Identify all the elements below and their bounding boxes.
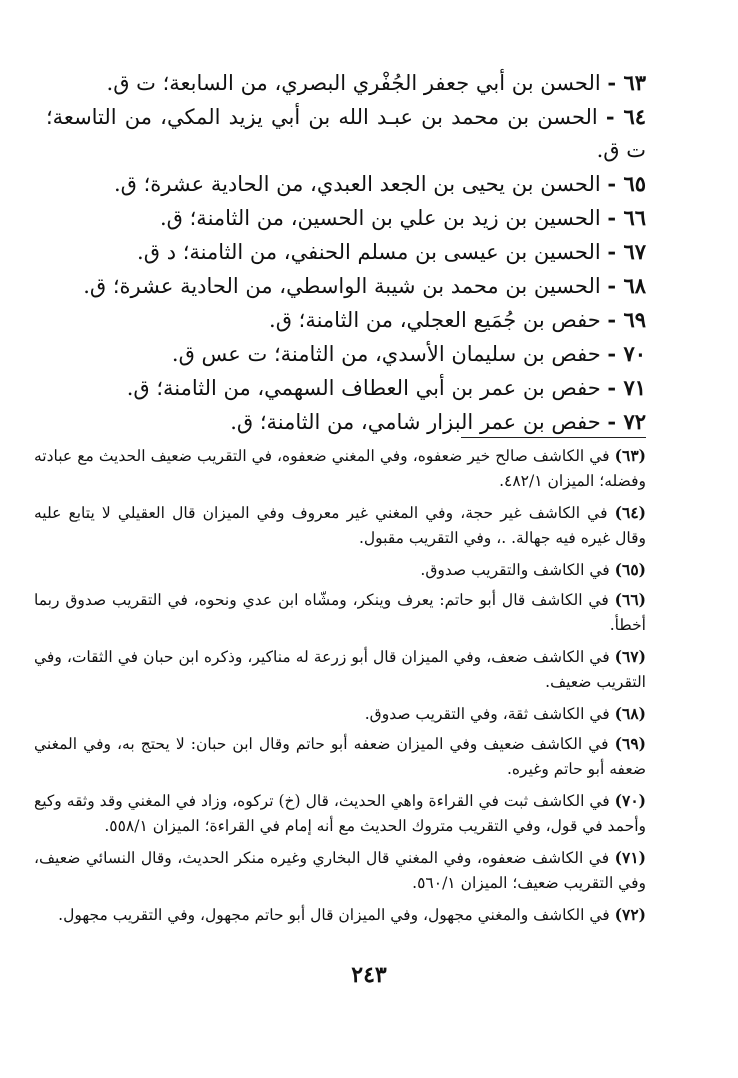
footnote-64	[34, 500, 646, 551]
footnote-text: في الكاشف والتقريب صدوق.	[420, 561, 610, 579]
entry-67	[46, 235, 646, 269]
entry-text: الحسن بن يحيى بن الجعد العبدي، من الحادية عشرة؛ ق.	[113, 172, 601, 196]
footnote-text: في الكاشف ضعيف وفي الميزان ضعفه أبو حاتم وقال ابن حبان: لا يحتج به، وفي المغني ضعفه أبو حاتم وغيره.	[34, 735, 646, 778]
footnote-69	[34, 731, 646, 782]
footnote-ref: (٧٢)	[614, 905, 646, 924]
entry-number: ٧١ -	[607, 375, 646, 400]
entry-number: ٦٥ -	[607, 171, 646, 196]
footnote-text: في الكاشف ثبت في القراءة واهي الحديث، قال (خ) تركوه، وزاد في المغني وقد وثقه وكيع وأحمد في قول، وفي التقريب متروك الحديث مع أنه إمام في القراءة؛ الميزان ٥٥٨/١.	[34, 792, 646, 835]
entry-68	[46, 269, 646, 303]
entry-number: ٧٢ -	[607, 409, 646, 434]
entry-number: ٧٠ -	[607, 341, 646, 366]
footnote-text: في الكاشف قال أبو حاتم: يعرف وينكر، ومشّاه ابن عدي ونحوه، في التقريب صدوق ربما أخطأ.	[34, 591, 646, 634]
footnote-text: في الكاشف ثقة، وفي التقريب صدوق.	[364, 705, 610, 723]
footnote-text: في الكاشف ضعف، وفي الميزان قال أبو زرعة له مناكير، وذكره ابن حبان في الثقات، وفي التقريب ضعيف.	[34, 648, 646, 691]
footnote-68	[34, 701, 646, 727]
footnote-ref: (٦٦)	[614, 590, 646, 609]
entry-70	[46, 337, 646, 371]
entry-text: حفص بن جُمَيع العجلي، من الثامنة؛ ق.	[269, 308, 601, 332]
narrator-entries	[46, 66, 646, 439]
entry-text: حفص بن عمر بن أبي العطاف السهمي، من الثامنة؛ ق.	[126, 376, 601, 400]
footnote-text: في الكاشف ضعفوه، وفي المغني قال البخاري وغيره منكر الحديث، وقال النسائي ضعيف، وفي التقريب ضعيف؛ الميزان ٥٦٠/١.	[34, 849, 646, 892]
entry-69	[46, 303, 646, 337]
entry-text: حفص بن سليمان الأسدي، من الثامنة؛ ت عس ق.	[171, 342, 601, 366]
entry-63	[46, 66, 646, 100]
footnote-66	[34, 587, 646, 638]
entry-number: ٦٨ -	[607, 273, 646, 298]
entry-64	[46, 100, 646, 167]
entry-text: الحسين بن محمد بن شيبة الواسطي، من الحادية عشرة؛ ق.	[83, 274, 601, 298]
footnote-67	[34, 644, 646, 695]
footnote-ref: (٦٤)	[614, 503, 646, 522]
footnote-71	[34, 845, 646, 896]
page-number: ٢٤٣	[351, 962, 387, 988]
footnote-63	[34, 443, 646, 494]
footnote-text: في الكاشف صالح خير ضعفوه، وفي المغني ضعفوه، في التقريب ضعيف الحديث مع عبادته وفضله؛ الميزان ٤٨٢/١.	[34, 447, 646, 490]
entry-text: الحسين بن عيسى بن مسلم الحنفي، من الثامنة؛ د ق.	[137, 240, 601, 264]
entry-71	[46, 371, 646, 405]
entry-number: ٦٦ -	[607, 205, 646, 230]
footnote-65	[34, 557, 646, 583]
footnote-ref: (٦٥)	[614, 560, 646, 579]
footnote-separator	[461, 437, 646, 438]
entry-text: الحسين بن زيد بن علي بن الحسين، من الثامنة؛ ق.	[159, 206, 601, 230]
entry-number: ٦٩ -	[607, 307, 646, 332]
footnote-72	[34, 902, 646, 928]
footnotes	[34, 443, 646, 932]
entry-65	[46, 167, 646, 201]
entry-text: الحسن بن أبي جعفر الجُفْري البصري، من السابعة؛ ت ق.	[106, 71, 601, 95]
entry-number: ٦٤ -	[605, 104, 646, 129]
footnote-text: في الكاشف غير حجة، وفي المغني غير معروف وفي الميزان قال العقيلي لا يتابع عليه وقال غيره فيه جهالة. .، وفي التقريب مقبول.	[34, 504, 646, 547]
footnote-ref: (٦٨)	[614, 704, 646, 723]
footnote-ref: (٦٩)	[614, 734, 646, 753]
footnote-ref: (٧١)	[614, 848, 646, 867]
footnote-ref: (٦٧)	[614, 647, 646, 666]
entry-text: الحسن بن محمد بن عبـد الله بن أبي يزيد المكي، من التاسعة؛ ت ق.	[46, 105, 646, 162]
entry-72	[46, 405, 646, 439]
footnote-ref: (٧٠)	[614, 791, 646, 810]
entry-number: ٦٧ -	[607, 239, 646, 264]
entry-text: حفص بن عمر البزار شامي، من الثامنة؛ ق.	[230, 410, 601, 434]
footnote-70	[34, 788, 646, 839]
entry-number: ٦٣ -	[607, 70, 646, 95]
footnote-text: في الكاشف والمغني مجهول، وفي الميزان قال أبو حاتم مجهول، وفي التقريب مجهول.	[58, 906, 610, 924]
entry-66	[46, 201, 646, 235]
footnote-ref: (٦٣)	[614, 446, 647, 465]
